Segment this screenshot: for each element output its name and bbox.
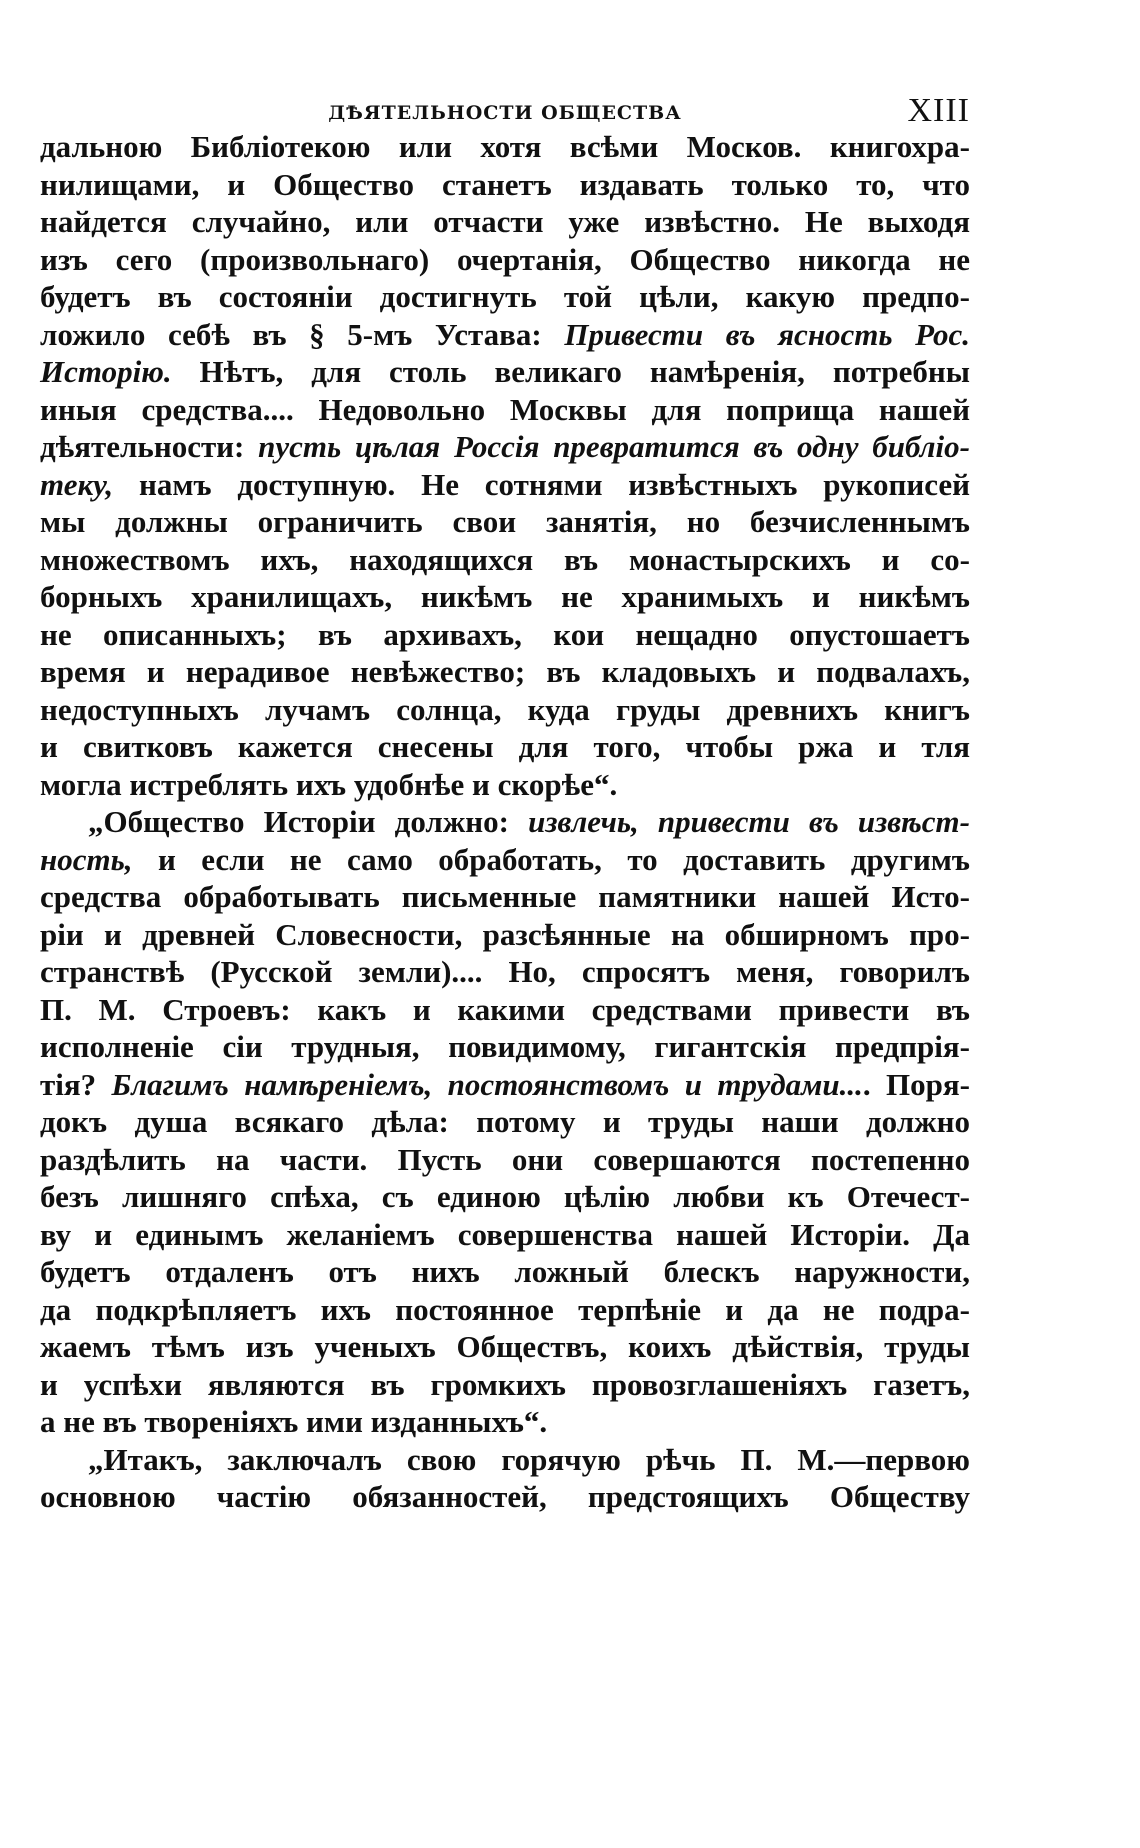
text-run: да подкрѣпляетъ ихъ постоянное терпѣніе и да не подра-	[40, 1291, 970, 1327]
text-run: средства обработывать письменные памятники нашей Исто-	[40, 879, 970, 914]
text-run: странствѣ (Русской земли).... Но, спросятъ меня, говорилъ	[40, 954, 970, 989]
text-line	[40, 1216, 970, 1254]
text-run: тія?	[40, 1066, 112, 1102]
italic-text: Благимъ намѣреніемъ, постоянствомъ и трудами...	[111, 1066, 863, 1102]
text-line	[40, 241, 970, 279]
text-line	[40, 653, 970, 691]
text-line	[40, 1366, 970, 1404]
paragraph	[40, 128, 970, 803]
text-line	[40, 128, 970, 166]
text-run: ложило себѣ въ § 5-мъ Устава:	[40, 316, 565, 352]
paragraph	[40, 1441, 970, 1516]
text-run: докъ душа всякаго дѣла: потому и труды наши должно	[40, 1104, 970, 1139]
text-run: жаемъ тѣмъ изъ ученыхъ Обществъ, коихъ дѣйствія, труды	[40, 1329, 970, 1364]
text-line	[40, 1103, 970, 1141]
text-line	[40, 953, 970, 991]
body-text	[40, 128, 970, 1516]
text-run: основною частію обязанностей, предстоящихъ Обществу	[40, 1479, 970, 1514]
text-run: а не въ твореніяхъ ими изданныхъ“.	[40, 1404, 548, 1439]
text-line	[40, 991, 970, 1029]
text-run: изъ сего (произвольнаго) очертанія, Общество никогда не	[40, 241, 970, 277]
text-run: не описанныхъ; въ архивахъ, кои нещадно опустошаетъ	[40, 616, 970, 652]
text-run: могла истреблять ихъ удобнѣе и скорѣе“.	[40, 766, 618, 802]
text-run: „Итакъ, заключалъ свою горячую рѣчь П. М.—первою	[88, 1441, 970, 1477]
text-run: множествомъ ихъ, находящихся въ монастырскихъ и со-	[40, 541, 970, 577]
text-line	[40, 916, 970, 954]
text-line	[40, 353, 970, 391]
text-line	[40, 391, 970, 429]
text-run: . Поря-	[862, 1066, 970, 1102]
running-head	[40, 92, 970, 132]
text-line	[40, 316, 970, 354]
text-line	[40, 1478, 970, 1516]
text-run: будетъ въ состояніи достигнуть той цѣли, какую предпо-	[40, 279, 970, 314]
text-run: безъ лишняго спѣха, съ единою цѣлію любви къ Отечест-	[40, 1179, 970, 1214]
italic-text: Исторію.	[40, 354, 172, 389]
text-run: и если не само обработать, то доставить другимъ	[132, 841, 970, 877]
text-line	[40, 203, 970, 241]
text-line	[40, 1141, 970, 1179]
text-run: нилищами, и Общество станетъ издавать только то, что	[40, 166, 970, 202]
paragraph	[40, 803, 970, 1441]
text-line	[40, 428, 970, 466]
italic-text: теку,	[40, 466, 114, 502]
italic-text: пусть цѣлая Россія превратится въ одну библіо-	[258, 429, 970, 464]
text-line	[40, 541, 970, 579]
italic-text: Привести въ ясность Рос.	[564, 316, 970, 352]
text-line	[40, 878, 970, 916]
text-line	[40, 1328, 970, 1366]
text-line	[40, 841, 970, 879]
text-run: дѣятельности:	[40, 429, 259, 464]
text-line	[40, 1178, 970, 1216]
text-run: и свитковъ кажется снесены для того, чтобы ржа и тля	[40, 729, 970, 764]
text-run: недоступныхъ лучамъ солнца, куда груды древнихъ книгъ	[40, 691, 970, 727]
text-run: и успѣхи являются въ громкихъ провозглашеніяхъ газетъ,	[40, 1366, 970, 1402]
italic-text: ность,	[40, 841, 133, 877]
text-line	[40, 616, 970, 654]
text-run: будетъ отдаленъ отъ нихъ ложный блескъ наружности,	[40, 1254, 970, 1289]
text-line	[40, 1403, 970, 1441]
text-run: борныхъ хранилищахъ, никѣмъ не хранимыхъ и никѣмъ	[40, 579, 970, 614]
text-line	[40, 1291, 970, 1329]
text-line	[40, 766, 970, 804]
running-title: ДѢЯТЕЛЬНОСТИ ОБЩЕСТВА	[328, 102, 682, 124]
text-line	[40, 691, 970, 729]
text-line	[40, 728, 970, 766]
text-run: ву и единымъ желаніемъ совершенства нашей Исторіи. Да	[40, 1216, 970, 1252]
text-run: „Общество Исторіи должно:	[88, 804, 529, 839]
text-run: иныя средства.... Недовольно Москвы для поприща нашей	[40, 391, 970, 427]
text-line	[40, 1253, 970, 1291]
text-line	[40, 578, 970, 616]
text-run: время и нерадивое невѣжество; въ кладовыхъ и подвалахъ,	[40, 654, 970, 689]
text-run: мы должны ограничить свои занятія, но безчисленнымъ	[40, 504, 970, 539]
page-number: XIII	[907, 92, 970, 129]
text-run: ріи и древней Словесности, разсѣянные на обширномъ про-	[40, 916, 970, 952]
text-line	[40, 466, 970, 504]
text-run: найдется случайно, или отчасти уже извѣстно. Не выходя	[40, 204, 970, 239]
text-line	[40, 503, 970, 541]
text-run: дальною Библіотекою или хотя всѣми Москов. книгохра-	[40, 129, 970, 164]
text-line	[40, 1441, 970, 1479]
text-run: Нѣтъ, для столь великаго намѣренія, потребны	[171, 354, 970, 389]
text-line	[40, 278, 970, 316]
text-line	[40, 1066, 970, 1104]
text-line	[40, 803, 970, 841]
text-line	[40, 1028, 970, 1066]
text-line	[40, 166, 970, 204]
text-run: намъ доступную. Не сотнями извѣстныхъ рукописей	[113, 466, 970, 502]
text-run: раздѣлить на части. Пусть они совершаются постепенно	[40, 1141, 970, 1177]
text-run: П. М. Строевъ: какъ и какими средствами привести въ	[40, 991, 970, 1027]
text-run: исполненіе сіи трудныя, повидимому, гигантскія предпрія-	[40, 1029, 970, 1064]
italic-text: извлечь, привести въ извѣст-	[528, 804, 970, 839]
